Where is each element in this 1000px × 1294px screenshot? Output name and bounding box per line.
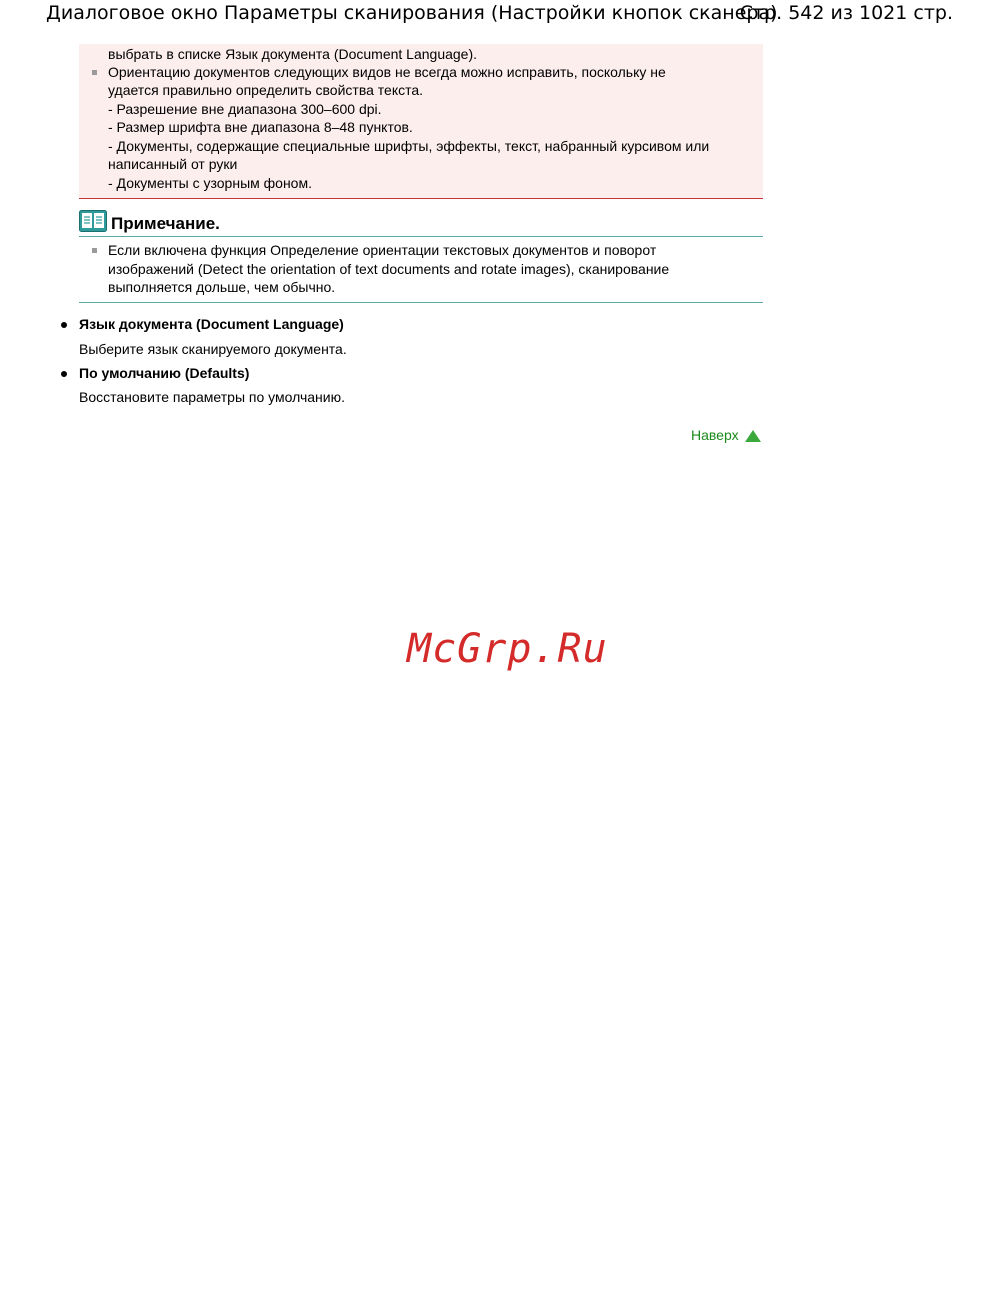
bullet-icon — [61, 371, 67, 377]
caution-line: выбрать в списке Язык документа (Document Language). — [108, 46, 478, 62]
caution-line: - Разрешение вне диапазона 300–600 dpi. — [108, 101, 382, 117]
note-line: изображений (Detect the orientation of text documents and rotate images), сканирование — [108, 261, 670, 277]
note-body — [79, 237, 763, 303]
item-title-document-language: Язык документа (Document Language) — [79, 316, 344, 332]
square-bullet-icon — [92, 248, 97, 253]
item-desc-document-language: Выберите язык сканируемого документа. — [79, 341, 347, 357]
caution-line: - Документы с узорным фоном. — [108, 175, 312, 191]
back-to-top-link[interactable]: Наверх — [691, 427, 739, 443]
watermark-logo: McGrp.Ru — [407, 626, 608, 672]
caution-line: Ориентацию документов следующих видов не всегда можно исправить, поскольку не — [108, 64, 666, 80]
caution-line: - Документы, содержащие специальные шрифты, эффекты, текст, набранный курсивом или — [108, 138, 710, 154]
item-desc-defaults: Восстановите параметры по умолчанию. — [79, 389, 345, 405]
item-title-defaults: По умолчанию (Defaults) — [79, 365, 250, 381]
caution-box — [79, 44, 763, 199]
note-title: Примечание. — [111, 214, 220, 233]
bullet-icon — [61, 322, 67, 328]
page-number: Стр. 542 из 1021 стр. — [739, 2, 953, 24]
caution-line: написанный от руки — [108, 156, 238, 172]
caution-line: удается правильно определить свойства текста. — [108, 82, 424, 98]
note-line: выполняется дольше, чем обычно. — [108, 279, 336, 295]
note-header — [79, 208, 763, 237]
page-header-title: Диалоговое окно Параметры сканирования (Настройки кнопок сканера) — [46, 2, 778, 24]
caution-line: - Размер шрифта вне диапазона 8–48 пунктов. — [108, 119, 413, 135]
note-line: Если включена функция Определение ориентации текстовых документов и поворот — [108, 242, 657, 258]
book-icon — [79, 210, 107, 232]
square-bullet-icon — [92, 70, 97, 75]
up-arrow-icon[interactable] — [745, 430, 761, 442]
